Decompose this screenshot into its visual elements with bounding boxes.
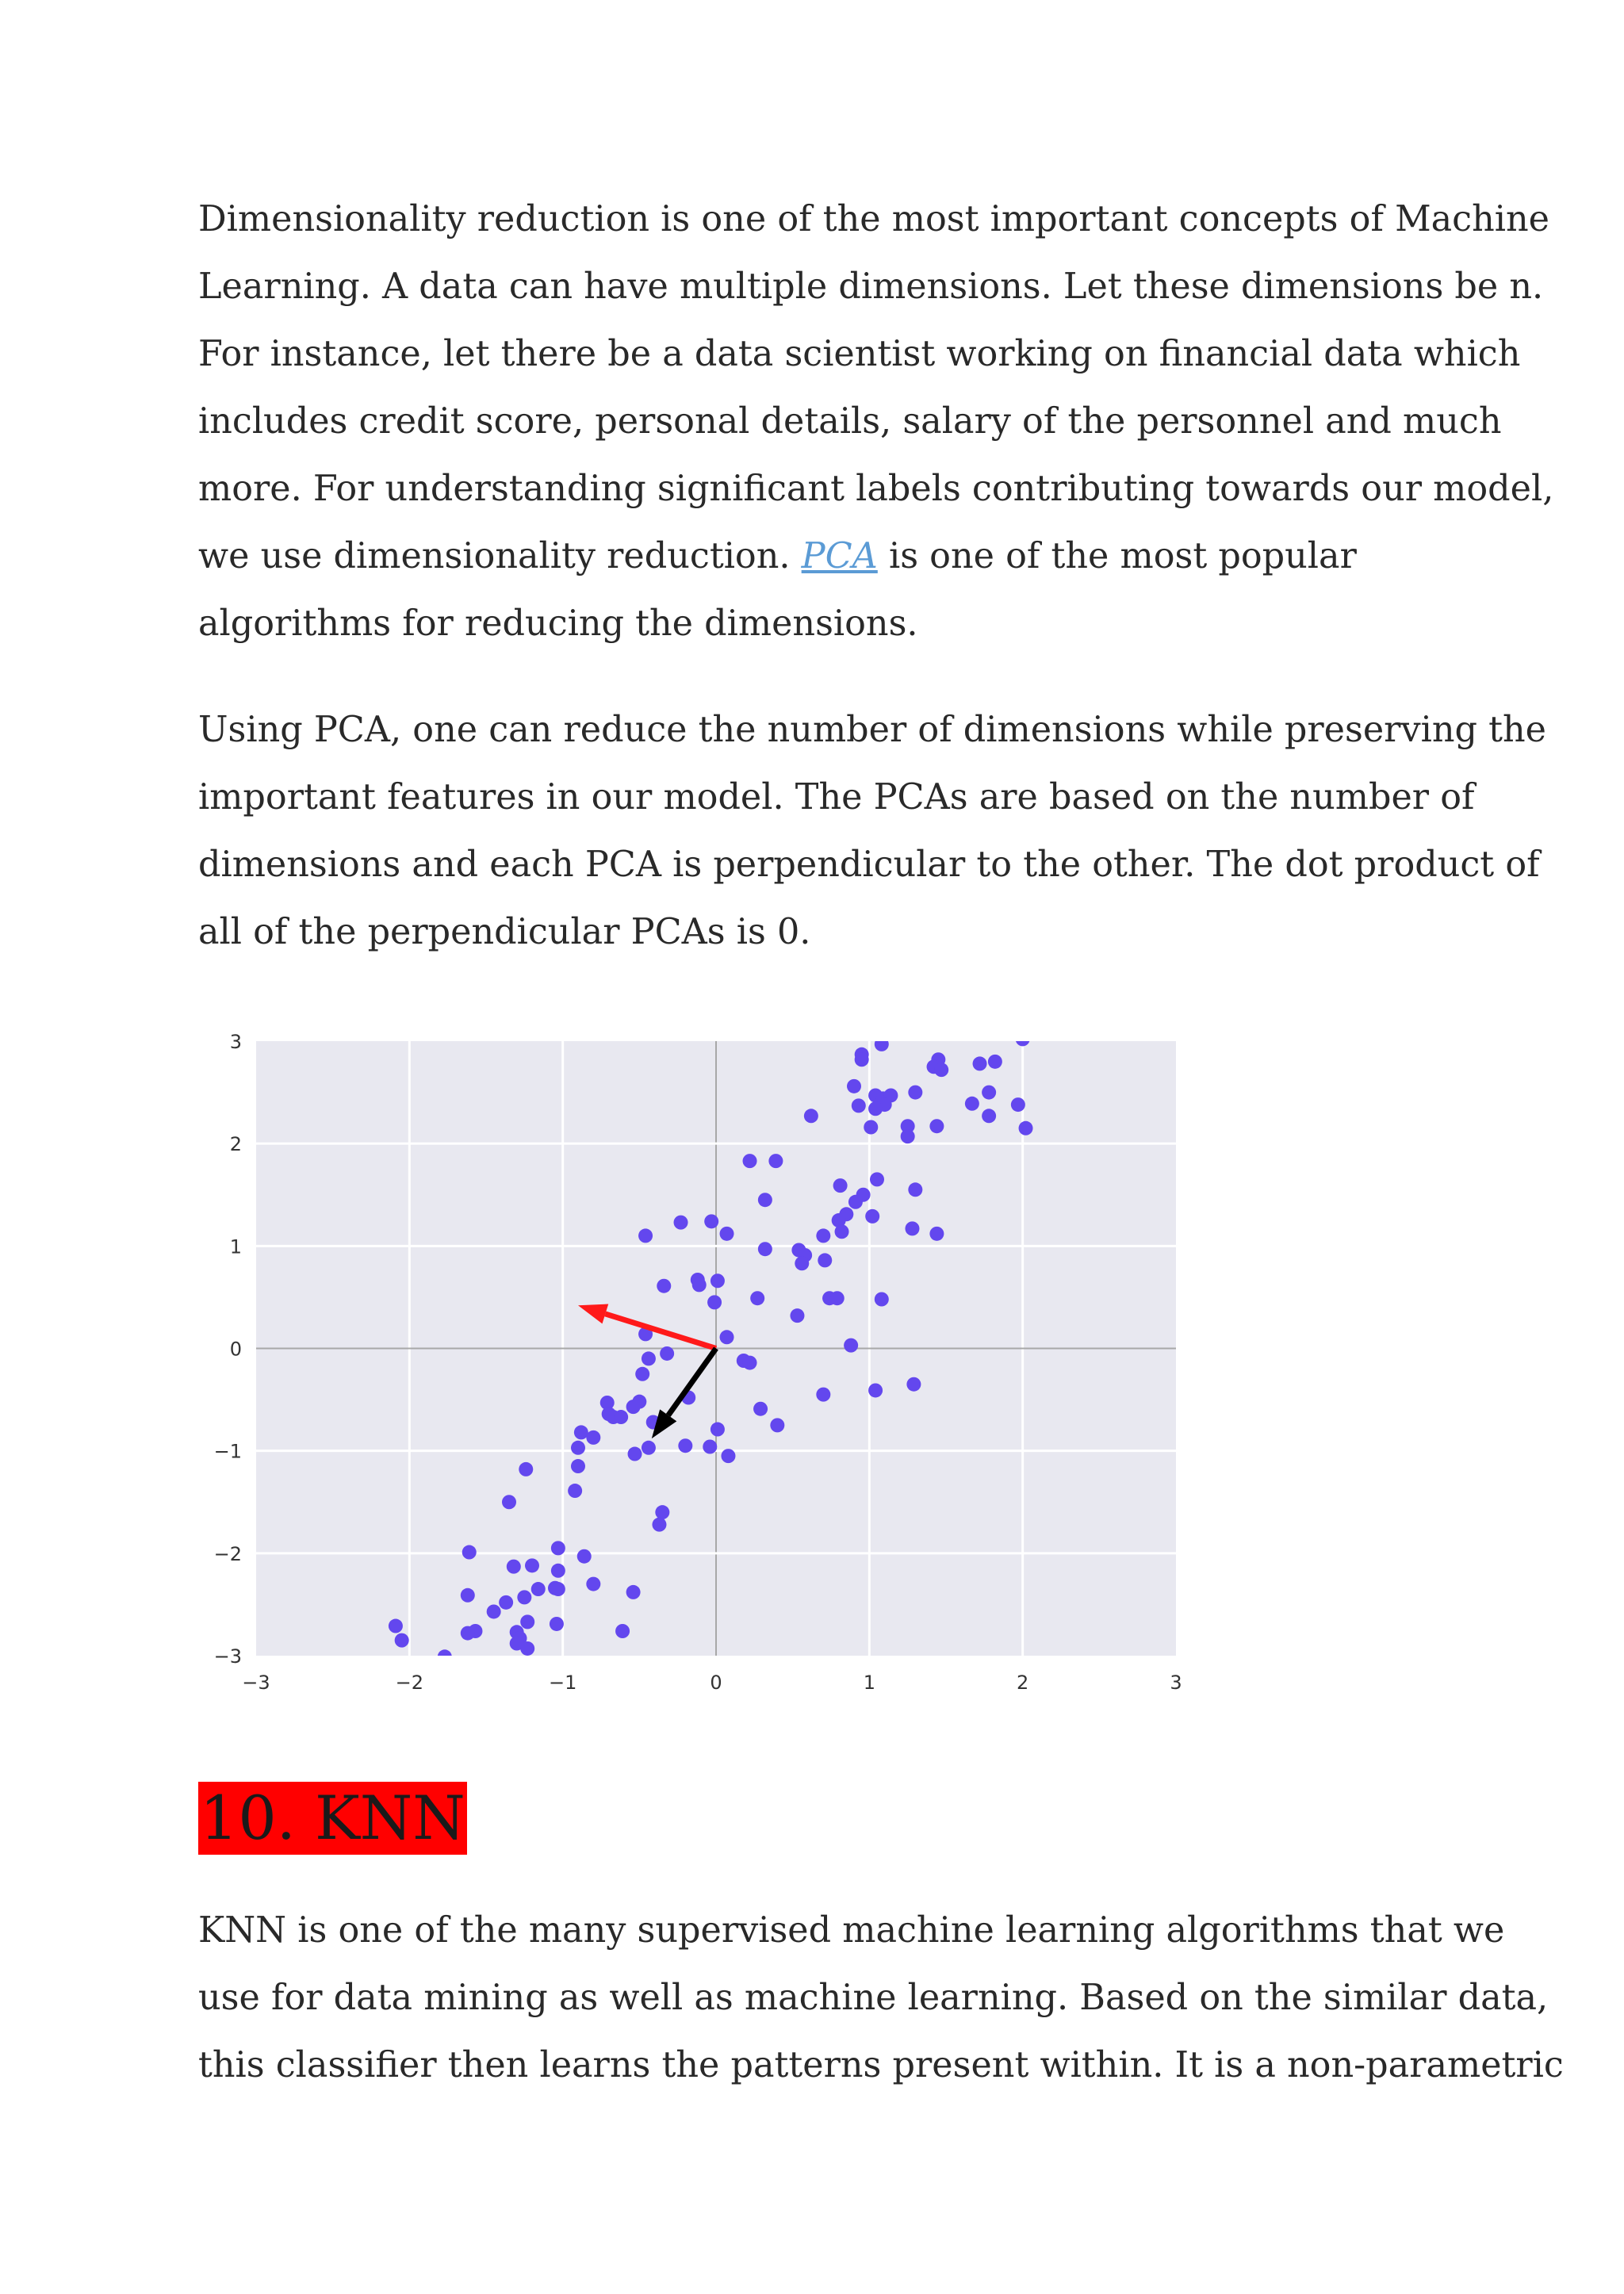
data-point <box>901 1129 915 1143</box>
data-point <box>818 1253 832 1267</box>
text-line: For instance, let there be a data scientist working on financial data which <box>198 334 1521 374</box>
data-point <box>438 1649 452 1664</box>
x-tick-label: −2 <box>395 1672 424 1694</box>
paragraph-knn <box>198 1897 1564 2099</box>
data-point <box>875 1037 889 1051</box>
data-point <box>908 1086 922 1100</box>
text-line: KNN is one of the many supervised machine learning algorithms that we <box>198 1910 1505 1951</box>
x-tick-label: 0 <box>710 1672 722 1694</box>
data-point <box>743 1356 757 1370</box>
text-line: this classifier then learns the patterns present within. It is a non-parametric <box>198 2045 1564 2085</box>
data-point <box>628 1447 642 1461</box>
data-point <box>855 1052 869 1067</box>
data-point <box>502 1495 516 1509</box>
data-point <box>929 1119 944 1133</box>
data-point <box>395 1633 409 1648</box>
data-point <box>520 1641 534 1656</box>
text-line: all of the perpendicular PCAs is 0. <box>198 912 811 952</box>
data-point <box>768 1154 783 1168</box>
data-point <box>517 1590 531 1604</box>
data-point <box>642 1351 656 1365</box>
y-tick-label: 2 <box>229 1133 242 1156</box>
data-point <box>638 1228 653 1243</box>
data-point <box>875 1293 889 1307</box>
data-point <box>655 1505 669 1519</box>
data-point <box>758 1193 772 1207</box>
text-fragment: is one of the most popular <box>877 536 1357 576</box>
text-line: important features in our model. The PCAs are based on the number of <box>198 777 1475 818</box>
data-point <box>389 1619 403 1633</box>
data-point <box>678 1438 692 1453</box>
data-point <box>790 1308 804 1323</box>
text-line: Using PCA, one can reduce the number of dimensions while preserving the <box>198 710 1546 750</box>
data-point <box>660 1346 674 1361</box>
data-point <box>905 1221 919 1235</box>
data-point <box>852 1098 866 1113</box>
data-point <box>982 1086 996 1100</box>
data-point <box>844 1338 858 1353</box>
y-tick-label: −2 <box>213 1542 242 1565</box>
data-point <box>721 1449 735 1463</box>
data-point <box>507 1560 521 1574</box>
data-point <box>816 1228 830 1243</box>
data-point <box>1019 1121 1033 1136</box>
data-point <box>652 1518 666 1532</box>
data-point <box>703 1440 717 1454</box>
data-point <box>707 1295 722 1309</box>
text-line: more. For understanding significant labels contributing towards our model, <box>198 469 1554 509</box>
x-tick-label: −3 <box>242 1672 270 1694</box>
data-point <box>571 1441 585 1455</box>
data-point <box>550 1617 564 1631</box>
data-point <box>758 1242 772 1256</box>
data-point <box>1011 1097 1025 1112</box>
data-point <box>519 1462 533 1476</box>
pca-link[interactable]: PCA <box>801 536 878 576</box>
data-point <box>868 1101 883 1116</box>
data-point <box>551 1541 565 1555</box>
y-tick-label: 1 <box>229 1235 242 1258</box>
data-point <box>710 1273 725 1288</box>
data-point <box>934 1063 948 1077</box>
data-point <box>835 1224 849 1239</box>
data-point <box>710 1423 725 1437</box>
y-tick-label: −1 <box>213 1440 242 1463</box>
data-point <box>816 1388 830 1402</box>
data-point <box>865 1209 879 1224</box>
data-point <box>868 1383 883 1397</box>
data-point <box>795 1256 809 1270</box>
x-tick-label: −1 <box>548 1672 577 1694</box>
data-point <box>847 1079 861 1093</box>
text-line: use for data mining as well as machine learning. Based on the similar data, <box>198 1978 1549 2018</box>
data-point <box>520 1614 534 1629</box>
y-tick-labels <box>214 1031 242 1668</box>
data-point <box>704 1214 718 1228</box>
data-point <box>461 1626 475 1641</box>
text-line: Learning. A data can have multiple dimensions. Let these dimensions be n. <box>198 266 1544 307</box>
data-point <box>906 1377 921 1392</box>
y-tick-label: −3 <box>213 1645 242 1668</box>
x-tick-label: 1 <box>863 1672 875 1694</box>
data-point <box>864 1120 878 1135</box>
data-point <box>833 1178 848 1193</box>
data-point <box>982 1109 996 1123</box>
data-point <box>487 1604 501 1618</box>
data-point <box>499 1595 513 1610</box>
data-point <box>525 1558 539 1572</box>
data-point <box>568 1484 582 1498</box>
text-line: dimensions and each PCA is perpendicular to the other. The dot product of <box>198 844 1540 885</box>
data-point <box>626 1400 641 1414</box>
data-point <box>692 1277 707 1292</box>
data-point <box>531 1582 546 1596</box>
data-point <box>929 1227 944 1241</box>
data-point <box>743 1154 757 1168</box>
section-heading-knn: 10. KNN <box>200 1783 465 1853</box>
data-point <box>614 1410 628 1424</box>
text-line: includes credit score, personal details, salary of the personnel and much <box>198 401 1502 442</box>
x-tick-labels <box>242 1672 1182 1694</box>
data-point <box>674 1216 688 1230</box>
data-point <box>615 1624 630 1638</box>
data-point <box>848 1195 863 1209</box>
data-point <box>462 1545 477 1560</box>
data-point <box>551 1564 565 1578</box>
data-point <box>908 1182 922 1197</box>
data-point <box>571 1459 585 1473</box>
data-point <box>988 1055 1002 1069</box>
data-point <box>586 1577 600 1591</box>
data-point <box>720 1330 734 1344</box>
data-point <box>657 1279 671 1293</box>
data-point <box>551 1582 565 1596</box>
data-point <box>720 1227 734 1241</box>
x-tick-label: 3 <box>1170 1672 1182 1694</box>
data-point <box>830 1291 845 1305</box>
data-point <box>642 1441 656 1455</box>
data-point <box>635 1367 649 1381</box>
data-point <box>626 1585 641 1599</box>
text-line: algorithms for reducing the dimensions. <box>198 603 918 644</box>
y-tick-label: 0 <box>229 1338 242 1361</box>
data-point <box>574 1425 588 1439</box>
y-tick-label: 3 <box>229 1031 242 1053</box>
data-point <box>870 1172 884 1186</box>
data-point <box>1016 1032 1030 1046</box>
data-point <box>804 1109 818 1123</box>
data-point <box>965 1097 979 1111</box>
data-point <box>577 1549 592 1564</box>
x-tick-label: 2 <box>1017 1672 1029 1694</box>
data-point <box>461 1588 475 1603</box>
data-point <box>586 1430 600 1445</box>
data-point <box>770 1418 784 1432</box>
data-point <box>750 1291 764 1305</box>
text-fragment: we use dimensionality reduction. <box>198 536 802 576</box>
data-point <box>973 1056 987 1070</box>
text-line: Dimensionality reduction is one of the most important concepts of Machine <box>198 199 1549 239</box>
data-point <box>753 1402 768 1416</box>
